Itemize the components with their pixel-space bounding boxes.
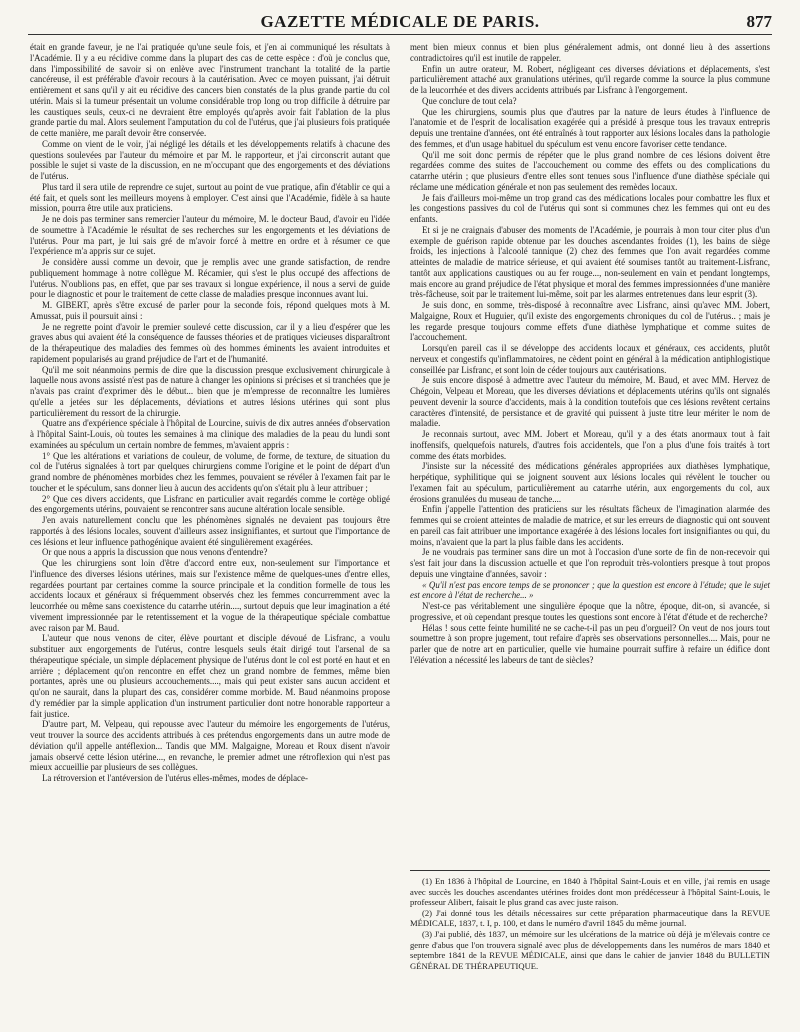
paragraph: J'insiste sur la nécessité des médications générales appropriées aux diathèses lymphatique, herpétique, syphilitique qui se joignent souvent aux lésions locales qui révèlent le toucher ou l'examen fait au spéculum, particulièrement au catarrhe utérin, aux engorgements du col, aux érosions granulées du museau de tanche....: [410, 461, 770, 504]
paragraph: Je reconnais surtout, avec MM. Jobert et Moreau, qu'il y a des états anormaux tout à fait inoffensifs, quelquefois naturels, d'autres fois accidentels, que l'on a plus d'une fois traités à tort comme des états morbides.: [410, 429, 770, 461]
page-number: 877: [746, 12, 772, 31]
paragraph: 2° Que ces divers accidents, que Lisfranc en particulier avait regardés comme le cortège obligé des engorgements utérins, pouvaient se rencontrer sans aucune altération locale sensible.: [30, 493, 390, 515]
paragraph: Enfin j'appelle l'attention des praticiens sur les résultats fâcheux de l'imagination alarmée des femmes qui se croient atteintes de maladie de matrice, et sur les erreurs de diagnostic qui ont souvent en pareil cas fait attribuer une importance exagérée à des lésions locales fort insignifiantes ou qui, du moins, n'avaient que la part la plus faible dans les accidents.: [410, 504, 770, 547]
paragraph: D'autre part, M. Velpeau, qui repousse avec l'auteur du mémoire les engorgements de l'utérus, veut trouver la source des accidents attribués à ces prétendus engorgements dans un autre mode de déviation qu'il appelle antéflexion... Tandis que MM. Malgaigne, Moreau et Roux disent n'avoir jamais observé cette lésion utérine..., en revanche, le premier admet une rétroflexion qui n'est pas mieux accueillie par plusieurs de ses collègues.: [30, 719, 390, 773]
paragraph: Comme on vient de le voir, j'ai négligé les détails et les développements relatifs à chacune des questions soulevées par l'auteur du mémoire et par M. le rapporteur, et j'ai circonscrit autant que possible le sujet si vaste de la discussion, en ne m'occupant que des engorgements et des déviations de l'utérus.: [30, 138, 390, 181]
footnote: (3) J'ai publié, dès 1837, un mémoire sur les ulcérations de la matrice où déjà je m'élevais contre ce genre d'abus que l'on trouvera signalé avec plus de développements dans les numéros de mars 1840 et septembre 1841 de la REVUE MÉDICALE, ainsi que dans le cahier de janvier 1848 du BULLETIN GÉNÉRAL DE THÉRAPEUTIQUE.: [410, 928, 770, 971]
paragraph: Plus tard il sera utile de reprendre ce sujet, surtout au point de vue pratique, afin d'établir ce qui a été fait, et quels sont les meilleurs moyens à employer. C'est ainsi que l'Académie, fidèle à sa haute mission, pourra être utile aux praticiens.: [30, 181, 390, 214]
paragraph: Qu'il me soit néanmoins permis de dire que la discussion presque exclusivement chirurgicale à laquelle nous avons assisté n'est pas de nature à changer les opinions si précises et si tranchées que je n'avais pas craint d'exprimer dès le début... bien que je m'empresse de reconnaître les lumières qu'elle a jetées sur les déplacements, déviations et autres lésions utérines qui sont plus particulièrement du ressort de la chirurgie.: [30, 364, 390, 418]
paragraph: Or que nous a appris la discussion que nous venons d'entendre?: [42, 547, 268, 558]
paragraph: Je ne dois pas terminer sans remercier l'auteur du mémoire, M. le docteur Baud, d'avoir eu l'idée de soumettre à l'Académie le résultat de ses recherches sur les engorgements et les déviations de l'utérus. Pour ma part, je lui sais gré de m'avoir forcé à mettre en ordre et à résumer ce que l'expérience m'a appris sur ce sujet.: [30, 214, 390, 257]
page-header: [28, 10, 772, 35]
paragraph: Je ne voudrais pas terminer sans dire un mot à l'occasion d'une sorte de fin de non-recevoir qui s'est fait jour dans la discussion actuelle et que l'on reproduit très-volontiers presque à tout propos depuis une vingtaine d'années, savoir :: [410, 547, 770, 579]
paragraph: Que les chirurgiens sont loin d'être d'accord entre eux, non-seulement sur l'importance et l'influence des diverses lésions utérines, mais sur l'existence même de quelques-unes d'entre elles, regardées pourtant par certaines comme la source principale et la condition formelle de tous les accidents locaux et généraux si fréquemment observés chez les femmes concurremment avec la leucorrhée ou même sans coexistence du catarrhe utérin...., surtout depuis que leur imagination a été vivement impressionnée par le retentissement et la vogue de la thérapeutique spéciale combattue avec raison par M. Baud.: [30, 558, 390, 633]
paragraph: Je considère aussi comme un devoir, que je remplis avec une grande satisfaction, de rendre publiquement hommage à notre collègue M. Récamier, qui s'est le plus occupé des affections de l'utérus. N'oublions pas, en effet, que par ses travaux si longue expérience, il nous a servi de guide pour le diagnostic et pour le traitement de cette classe de maladies presque inconnues avant lui.: [30, 257, 390, 300]
paragraph: La rétroversion et l'antéversion de l'utérus elles-mêmes, modes de déplace-: [42, 773, 308, 783]
paragraph: L'auteur que nous venons de citer, élève pourtant et disciple dévoué de Lisfranc, a voulu substituer aux engorgements de l'utérus, contre lesquels seuls était dirigé tout l'arsenal de sa thérapeutique spéciale, un simple déplacement physique de l'utérus dont le col est porté en haut et en arrière ; déplacement qu'on rencontre en effet chez un grand nombre de femmes, même bien portantes, après une ou plusieurs accouchements...., mais qui peut exister sans aucun accident et qu'on ne saurait, dans la plupart des cas, considérer comme morbide. M. Baud néanmoins propose d'y remédier par la simple application d'un instrument particulier dont notre honorable rapporteur a fait justice.: [30, 633, 390, 719]
right-column: [410, 42, 770, 666]
footnote: (1) En 1836 à l'hôpital de Lourcine, en 1840 à l'hôpital Saint-Louis et en ville, j'ai remis en usage avec succès les douches ascendantes utérines froides dont mon prédécesseur à l'hôpital Saint-Louis, le professeur Alibert, faisait le plus grand cas avec juste raison.: [410, 876, 770, 908]
paragraph: Je suis donc, en somme, très-disposé à reconnaître avec Lisfranc, ainsi qu'avec MM. Jobert, Malgaigne, Roux et Huguier, qu'il existe des engorgements chroniques du col de l'utérus.. ; mais je les regarde presque toujours comme effets d'une diathèse lymphatique et comme suites de l'accouchement.: [410, 300, 770, 343]
paragraph: Que les chirurgiens, soumis plus que d'autres par la nature de leurs études à l'influence de l'anatomie et de l'esprit de localisation exagérée qui a présidé à presque tous les travaux entrepris depuis une trentaine d'années, ont été entraînés à tout rapporter aux lésions locales dans la pathologie des femmes, et d'un usage habituel du spéculum est venu encore favoriser cette tendance.: [410, 106, 770, 149]
paragraph: Lorsqu'en pareil cas il se développe des accidents locaux et généraux, ces accidents, plutôt nerveux et congestifs qu'inflammatoires, ne cèdent point en général à la médication antiphlogistique conseillée par Lisfranc, et sont loin de céder toujours aux cautérisations.: [410, 343, 770, 375]
paragraph: 1° Que les altérations et variations de couleur, de volume, de forme, de texture, de situation du col de l'utérus signalées à tort par quelques chirurgiens comme l'origine et le point de départ d'un grand nombre de phénomènes morbides chez les femmes, pouvaient se révéler à l'examen fait par le toucher et le spéculum, sans donner lieu à aucun des accidents qu'on s'était plu à leur attribuer ;: [30, 450, 390, 493]
footnote-divider: [410, 870, 770, 871]
journal-title: GAZETTE MÉDICALE DE PARIS.: [260, 12, 540, 31]
paragraph: Je ne regrette point d'avoir le premier soulevé cette discussion, car il y a lieu d'espérer que les graves abus qui avaient été la conséquence de fausses théories et de pratiques vicieuses disparaîtront de la thérapeutique des maladies des femmes où des hommes éminents les avaient introduites et rapidement popularisés au grand préjudice de l'art et de l'humanité.: [30, 321, 390, 364]
paragraph: N'est-ce pas véritablement une singulière époque que la nôtre, époque, dit-on, si avancée, si progressive, et où cependant presque toutes les questions sont encore à l'état d'étude et de recherche?: [410, 601, 770, 622]
paragraph: Quatre ans d'expérience spéciale à l'hôpital de Lourcine, suivis de dix autres années d'observation à l'hôpital Saint-Louis, où toutes les semaines à ma clinique des maladies de la peau du lundi sont examinées au spéculum un certain nombre de femmes, m'avaient appris :: [30, 418, 390, 450]
paragraph: Qu'il me soit donc permis de répéter que le plus grand nombre de ces lésions doivent être regardées comme des suites de l'accouchement ou comme des effets ou des complications du catarrhe utérin ; que plusieurs d'entre elles sont tenues sous l'influence d'une diathèse spéciale qui réclame une médication générale et non pas seulement des remèdes locaux.: [410, 149, 770, 192]
paragraph: Je suis encore disposé à admettre avec l'auteur du mémoire, M. Baud, et avec MM. Hervez de Chégoin, Velpeau et Moreau, que les diverses déviations et déplacements utérins qu'ils ont signalés peuvent devenir la source d'accidents, mais à la condition toutefois que ces lésions revêtent certains caractères d'intensité, de persistance et de gravité qui puissent à juste titre leur mériter le nom de maladie.: [410, 375, 770, 429]
paragraph: Je fais d'ailleurs moi-même un trop grand cas des médications locales pour combattre les flux et les congestions passives du col de l'utérus qui sont si communes chez les femmes qui ont eu des enfants.: [410, 192, 770, 224]
paragraph: J'en avais naturellement conclu que les phénomènes signalés ne devaient pas toujours être rapportés à des lésions locales, souvent d'ailleurs assez insignifiantes, et surtout que l'importance de ces lésions et leur influence pathogénique avaient été singulièrement exagérées.: [30, 515, 390, 547]
paragraph: Et si je ne craignais d'abuser des moments de l'Académie, je pourrais à mon tour citer plus d'un exemple de guérison rapide obtenue par les douches ascendantes froides (1), les bains de siège froids, les injections à l'alcoolé tannique (2) chez des femmes que l'on avait regardées comme atteintes de maladie de matrice sérieuse, et qui avaient été soumises tantôt au traitement-Lisfranc, tantôt aux applications caustiques ou au fer rouge..., non-seulement en vain et pendant longtemps, mais encore au grand préjudice de l'état physique et moral des femmes impressionnées d'une manière très-fâcheuse, soit par le traitement lui-même, soit par les alarmes entretenues dans leur esprit (3).: [410, 224, 770, 300]
paragraph: M. GIBERT, après s'être excusé de parler pour la seconde fois, répond quelques mots à M. Amussat, puis il poursuit ainsi :: [30, 300, 390, 321]
footnotes: [410, 876, 770, 971]
paragraph: Que conclure de tout cela?: [422, 95, 517, 106]
quoted-paragraph: « Qu'il n'est pas encore temps de se prononcer ; que la question est encore à l'étude; que le sujet est encore à l'état de recherche... »: [410, 579, 770, 601]
footnote: (2) J'ai donné tous les détails nécessaires sur cette préparation pharmaceutique dans la REVUE MÉDICALE, 1837, t. I, p. 100, et dans le numéro d'avril 1845 du même journal.: [410, 907, 770, 929]
paragraph: Hélas ! sous cette feinte humilité ne se cache-t-il pas un peu d'orgueil? On veut de nos jours tout soumettre à son propre jugement, tout refaire d'après ses observations personnelles.... Mais, pour ne parler que de notre art en particulier, quelle vie humaine pourrait suffire à refaire un édifice dont l'élévation a nécessité les labeurs de tant de siècles?: [410, 622, 770, 665]
left-column: [30, 42, 390, 784]
paragraph: était en grande faveur, je ne l'ai pratiquée qu'une seule fois, et j'en ai communiqué les résultats à l'Académie. Il y a eu récidive comme dans la plupart des cas de cette espèce : d'où je conclus que, dans l'impossibilité de savoir si on enlève avec l'instrument tranchant la totalité de la partie cancéreuse, il est préférable d'avoir recours à la cautérisation. Avec ce moyen puissant, j'ai détruit entièrement et sans qu'il y ait eu récidive des cancers bien constatés de la plus grande partie du col utérin. Mais si la tumeur présentait un volume considérable trop long ou trop difficile à détruire par les caustiques seuls, ceux-ci ne devraient être employés qu'après avoir fait l'ablation de la plus grande partie du mal. Alors seulement l'amputation du col de l'utérus, que j'ai plusieurs fois pratiquée de cette manière, me paraît devoir être conservée.: [30, 42, 390, 138]
paragraph: ment bien mieux connus et bien plus généralement admis, ont donné lieu à des assertions contradictoires qu'il est inutile de rappeler.: [410, 42, 770, 63]
paragraph: Enfin un autre orateur, M. Robert, négligeant ces diverses déviations et déplacements, s'est particulièrement attaché aux granulations utérines, qu'il regarde comme la source la plus commune de la leucorrhée et des divers accidents attribués par Lisfranc à l'engorgement.: [410, 63, 770, 95]
